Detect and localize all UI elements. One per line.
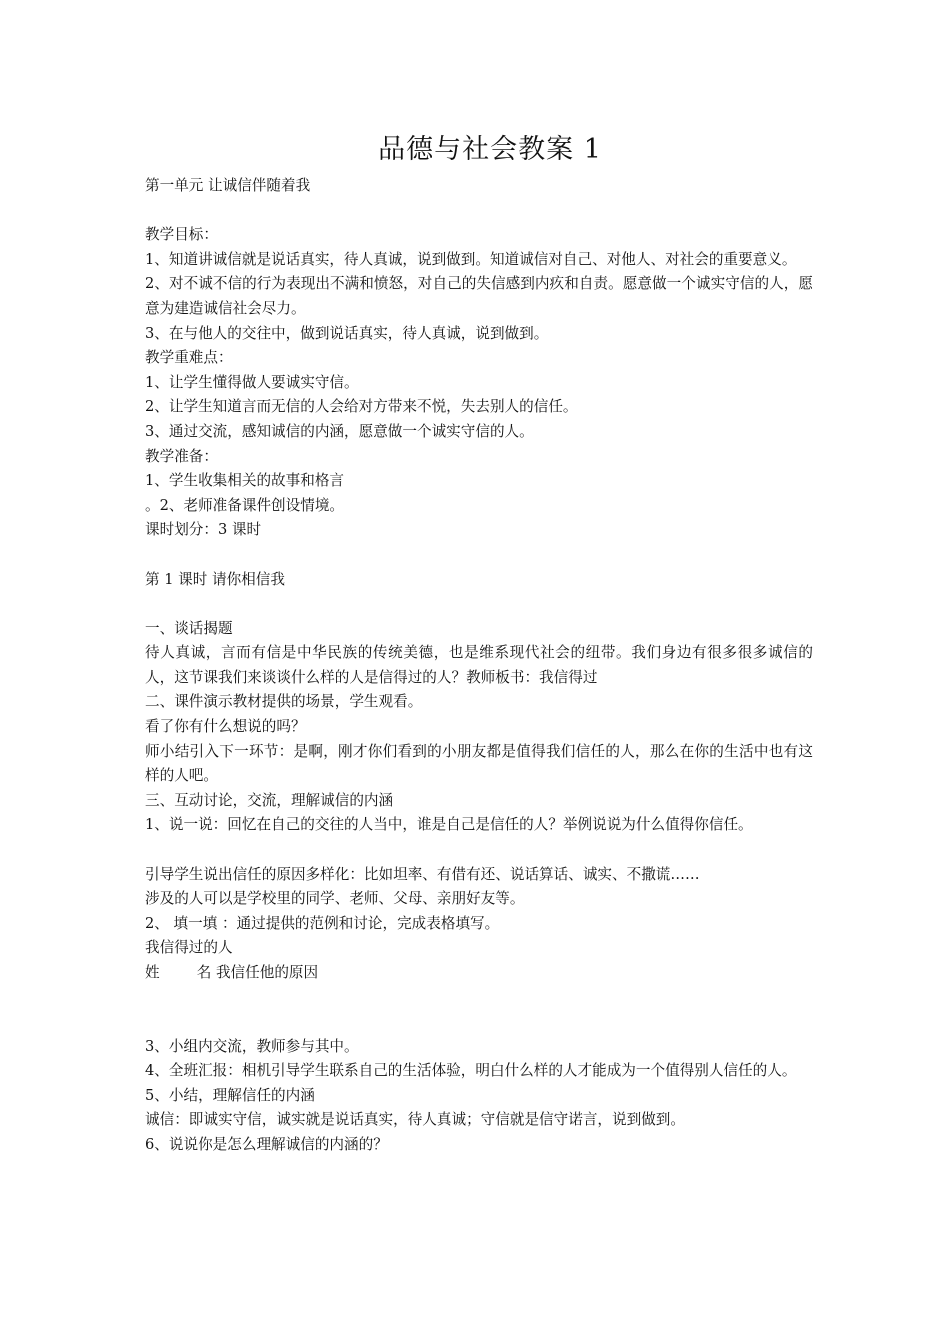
periods-text: 课时划分：3 课时 — [145, 521, 262, 539]
section1-heading: 一、谈话揭题 — [145, 619, 233, 637]
section2-summary: 师小结引入下一环节：是啊，刚才你们看到的小朋友都是值得我们信任的人，那么在你的生活中也有这样的人吧。 — [145, 742, 813, 785]
step5-text: 5、小结，理解信任的内涵 — [145, 1086, 315, 1104]
step2-text: 2、 填一填 ：通过提供的范例和讨论，完成表格填写。 — [145, 914, 500, 932]
blank-line — [145, 543, 825, 568]
preparation-item: 。2、老师准备课件创设情境。 — [145, 496, 345, 514]
objective-item: 1、知道讲诚信就是说话真实，待人真诚，说到做到。知道诚信对自己、对他人、对社会的重要意义。 — [145, 250, 797, 268]
key-point-item: 3、通过交流，感知诚信的内涵，愿意做一个诚实守信的人。 — [145, 422, 534, 440]
blank-table-area — [145, 986, 825, 1035]
blank-line — [145, 592, 825, 617]
section1-text: 待人真诚，言而有信是中华民族的传统美德，也是维系现代社会的纽带。我们身边有很多很多诚信的人，这节课我们来谈谈什么样的人是信得过的人？教师板书：我信得过 — [145, 644, 813, 686]
guide-text: 涉及的人可以是学校里的同学、老师、父母、亲朋好友等。 — [145, 890, 525, 908]
section2-heading: 二、课件演示教材提供的场景，学生观看。 — [145, 693, 423, 711]
key-points-heading: 教学重难点： — [145, 349, 233, 367]
table-col-name: 姓 名 — [145, 964, 212, 981]
objective-item: 3、在与他人的交往中，做到说话真实，待人真诚，说到做到。 — [145, 324, 549, 342]
blank-line — [145, 838, 825, 863]
preparation-heading: 教学准备： — [145, 447, 218, 465]
unit-heading: 第一单元 让诚信伴随着我 — [145, 177, 311, 194]
table-header-row — [145, 961, 825, 986]
step1-text: 1、说一说：回忆在自己的交往的人当中，谁是自己是信任的人？举例说说为什么值得你信任。 — [145, 816, 753, 834]
objectives-heading: 教学目标： — [145, 226, 218, 244]
key-point-item: 1、让学生懂得做人要诚实守信。 — [145, 373, 359, 391]
guide-text: 引导学生说出信任的原因多样化：比如坦率、有借有还、说话算话、诚实、不撒谎…… — [145, 865, 700, 883]
objective-item: 2、对不诚不信的行为表现出不满和愤怒，对自己的失信感到内疚和自责。愿意做一个诚实守信的人，愿意为建造诚信社会尽力。 — [145, 275, 813, 317]
document-page — [145, 130, 825, 1158]
definition-text: 诚信：即诚实守信，诚实就是说话真实，待人真诚；守信就是信守诺言，说到做到。 — [145, 1111, 685, 1129]
section2-question: 看了你有什么想说的吗？ — [145, 718, 306, 736]
section3-heading: 三、互动讨论，交流，理解诚信的内涵 — [145, 791, 394, 809]
step3-text: 3、小组内交流，教师参与其中。 — [145, 1037, 359, 1055]
step4-text: 4、全班汇报：相机引导学生联系自己的生活体验，明白什么样的人才能成为一个值得别人信任的人。 — [145, 1062, 797, 1080]
step6-text: 6、说说你是怎么理解诚信的内涵的？ — [145, 1135, 388, 1153]
table-col-reason: 我信任他的原因 — [215, 964, 319, 981]
preparation-item: 1、学生收集相关的故事和格言 — [145, 472, 345, 490]
table-title: 我信得过的人 — [145, 939, 233, 957]
blank-line — [145, 199, 825, 224]
key-point-item: 2、让学生知道言而无信的人会给对方带来不悦，失去别人的信任。 — [145, 398, 578, 416]
lesson-heading: 第 1 课时 请你相信我 — [145, 570, 285, 588]
document-title: 品德与社会教案 1 — [378, 134, 602, 165]
